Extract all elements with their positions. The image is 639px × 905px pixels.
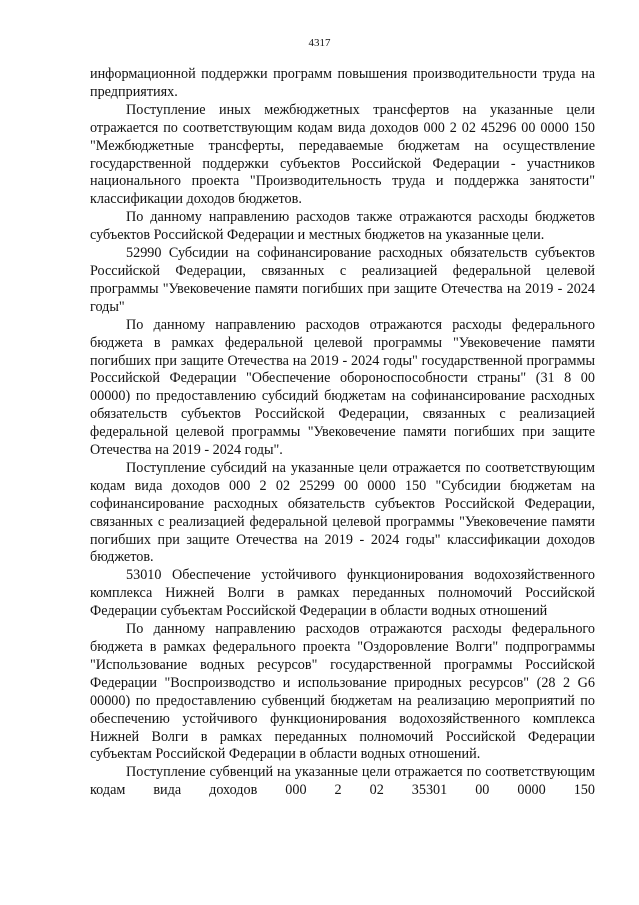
paragraph-53010-income: Поступление субвенций на указанные цели отражается по соответствующим кодам вида доходов 000 2 02 35301 00 0000 150 — [90, 764, 595, 799]
paragraph-53010-description: По данному направлению расходов отражаются расходы федерального бюджета в рамках федерального проекта "Оздоровление Волги" подпрограммы "Использование водных ресурсов" государственной программы Российской Федерации "Воспроизводство и использование природных ресурсов" (28 2 G6 00000) по предоставлению субвенций бюджетам на реализацию мероприятий по обеспечению устойчивого функционирования водохозяйственного комплекса Нижней Волги в рамках переданных полномочий Российской Федерации субъектам Российской Федерации в области водных отношений. — [90, 621, 595, 763]
expense-code-52990: 52990 Субсидии на софинансирование расходных обязательств субъектов Российской Федерации, связанных с реализацией федеральной целевой программы "Увековечение памяти погибших при защите Отечества на 2019 - 2024 годы" — [90, 245, 595, 315]
paragraph-continuation: информационной поддержки программ повышения производительности труда на предприятиях. — [90, 66, 595, 100]
document-body — [90, 66, 595, 800]
paragraph-52990-income: Поступление субсидий на указанные цели отражается по соответствующим кодам вида доходов 000 2 02 25299 00 0000 150 "Субсидии бюджетам на софинансирование расходных обязательств субъектов Российской Федерации, связанных с реализацией федеральной целевой программы "Увековечение памяти погибших при защите Отечества на 2019 - 2024 годы" классификации доходов бюджетов. — [90, 459, 595, 566]
paragraph-transfers-income: Поступление иных межбюджетных трансфертов на указанные цели отражается по соответствующим кодам вида доходов 000 2 02 45296 00 0000 150 "Межбюджетные трансферты, передаваемые бюджетам на осуществление государственной поддержки субъектов Российской Федерации - участников национального проекта "Производительность труда и поддержка занятости" классификации доходов бюджетов. — [90, 101, 595, 208]
paragraph-regional-expenses: По данному направлению расходов также отражаются расходы бюджетов субъектов Российской Федерации и местных бюджетов на указанные цели. — [90, 209, 595, 244]
expense-code-53010: 53010 Обеспечение устойчивого функционирования водохозяйственного комплекса Нижней Волги в рамках переданных полномочий Российской Федерации субъектам Российской Федерации в области водных отношений — [90, 567, 595, 620]
page-number: 4317 — [308, 37, 331, 49]
paragraph-52990-description: По данному направлению расходов отражаются расходы федерального бюджета в рамках федеральной целевой программы "Увековечение памяти погибших при защите Отечества на 2019 - 2024 годы" государственной программы Российской Федерации "Обеспечение обороноспособности страны" (31 8 00 00000) по предоставлению субсидий бюджетам на софинансирование расходных обязательств субъектов Российской Федерации, связанных с реализацией федеральной целевой программы "Увековечение памяти погибших при защите Отечества на 2019 - 2024 годы". — [90, 316, 595, 459]
